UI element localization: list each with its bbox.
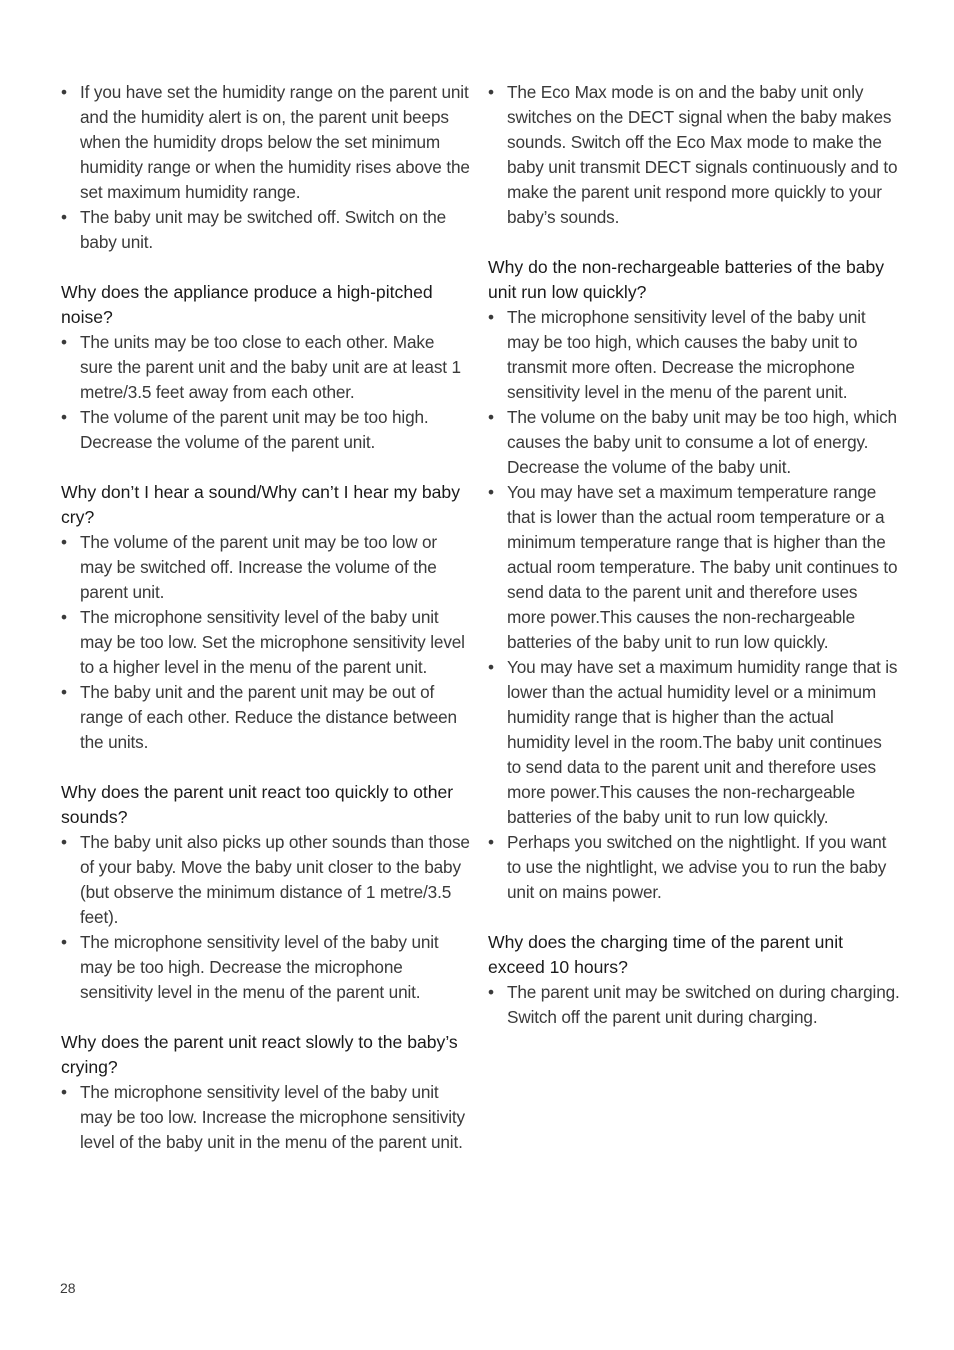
faq-question: Why does the appliance produce a high-pitched noise?: [61, 282, 433, 327]
faq-answer-item: [61, 1080, 471, 1155]
bullet-icon: •: [61, 832, 67, 852]
faq-answer-text: The volume of the parent unit may be too high. Decrease the volume of the parent unit.: [80, 407, 429, 452]
faq-answer-text: The microphone sensitivity level of the baby unit may be too high. Decrease the microphone sensitivity level in the menu of the parent unit.: [80, 932, 439, 1002]
faq-section: [488, 80, 900, 230]
bullet-icon: •: [61, 332, 67, 352]
faq-answer-item: [488, 305, 900, 405]
bullet-icon: •: [61, 682, 67, 702]
faq-answer-item: [488, 80, 900, 230]
bullet-icon: •: [488, 982, 494, 1002]
faq-answer-item: [61, 330, 471, 405]
faq-answer-text: The volume on the baby unit may be too high, which causes the baby unit to consume a lot of energy. Decrease the volume of the baby unit.: [507, 407, 897, 477]
faq-answer-text: The microphone sensitivity level of the baby unit may be too high, which causes the baby unit to transmit more often. Decrease the microphone sensitivity level in the menu of the parent unit.: [507, 307, 866, 402]
faq-answer-item: [61, 830, 471, 930]
bullet-icon: •: [61, 207, 67, 227]
faq-answer-item: [61, 680, 471, 755]
faq-answer-list: [488, 305, 900, 905]
faq-answer-item: [61, 80, 471, 205]
bullet-icon: •: [61, 532, 67, 552]
faq-answer-item: [61, 605, 471, 680]
bullet-icon: •: [488, 482, 494, 502]
faq-answer-text: The parent unit may be switched on during charging. Switch off the parent unit during charging.: [507, 982, 900, 1027]
faq-answer-list: [61, 80, 471, 255]
bullet-icon: •: [61, 607, 67, 627]
faq-question: Why does the charging time of the parent unit exceed 10 hours?: [488, 932, 844, 977]
faq-answer-text: The Eco Max mode is on and the baby unit only switches on the DECT signal when the baby makes sounds. Switch off the Eco Max mode to make the baby unit transmit DECT signals continuously and to make the parent unit respond more quickly to your baby’s sounds.: [507, 82, 898, 227]
faq-question: Why does the parent unit react slowly to the baby’s crying?: [61, 1032, 458, 1077]
faq-answer-text: You may have set a maximum temperature range that is lower than the actual room temperature or a minimum temperature range that is higher than the actual room temperature. The baby unit continues to send data to the parent unit and therefore uses more power.This causes the non-rechargeable batteries of the baby unit to run low quickly.: [507, 482, 898, 652]
faq-answer-text: The volume of the parent unit may be too low or may be switched off. Increase the volume of the parent unit.: [80, 532, 437, 602]
faq-answer-item: [488, 480, 900, 655]
faq-answer-list: [488, 80, 900, 230]
faq-answer-text: Perhaps you switched on the nightlight. If you want to use the nightlight, we advise you to run the baby unit on mains power.: [507, 832, 887, 902]
faq-answer-text: The microphone sensitivity level of the baby unit may be too low. Increase the microphone sensitivity level of the baby unit in the menu of the parent unit.: [80, 1082, 465, 1152]
faq-answer-text: The baby unit and the parent unit may be out of range of each other. Reduce the distance between the units.: [80, 682, 457, 752]
faq-section: [61, 280, 471, 455]
left-column: [61, 80, 471, 1155]
faq-answer-item: [61, 405, 471, 455]
faq-question: Why does the parent unit react too quickly to other sounds?: [61, 782, 454, 827]
faq-answer-item: [488, 405, 900, 480]
bullet-icon: •: [488, 407, 494, 427]
faq-section: [488, 255, 900, 905]
faq-answer-item: [488, 655, 900, 830]
bullet-icon: •: [61, 1082, 67, 1102]
faq-answer-item: [488, 980, 900, 1030]
faq-answer-list: [488, 980, 900, 1030]
faq-answer-list: [61, 830, 471, 1005]
right-column: [488, 80, 900, 1030]
faq-answer-text: The units may be too close to each other. Make sure the parent unit and the baby unit are at least 1 metre/3.5 feet away from each other.: [80, 332, 461, 402]
faq-question: Why do the non-rechargeable batteries of the baby unit run low quickly?: [488, 257, 885, 302]
bullet-icon: •: [488, 82, 494, 102]
faq-answer-list: [61, 330, 471, 455]
faq-answer-text: The baby unit also picks up other sounds than those of your baby. Move the baby unit closer to the baby (but observe the minimum distance of 1 metre/3.5 feet).: [80, 832, 470, 927]
bullet-icon: •: [61, 932, 67, 952]
bullet-icon: •: [488, 832, 494, 852]
faq-section: [488, 930, 900, 1030]
faq-answer-list: [61, 1080, 471, 1155]
bullet-icon: •: [61, 82, 67, 102]
faq-answer-item: [61, 930, 471, 1005]
faq-section: [61, 780, 471, 1005]
page-number: 28: [60, 1280, 76, 1296]
faq-answer-text: The microphone sensitivity level of the baby unit may be too low. Set the microphone sensitivity level to a higher level in the menu of the parent unit.: [80, 607, 465, 677]
bullet-icon: •: [488, 657, 494, 677]
faq-answer-item: [61, 205, 471, 255]
bullet-icon: •: [61, 407, 67, 427]
faq-answer-list: [61, 530, 471, 755]
faq-section: [61, 80, 471, 255]
faq-answer-text: If you have set the humidity range on the parent unit and the humidity alert is on, the parent unit beeps when the humidity drops below the set minimum humidity range or when the humidity rises above the set maximum humidity range.: [80, 82, 470, 202]
faq-answer-item: [61, 530, 471, 605]
faq-answer-text: The baby unit may be switched off. Switch on the baby unit.: [80, 207, 447, 252]
bullet-icon: •: [488, 307, 494, 327]
faq-section: [61, 1030, 471, 1155]
faq-question: Why don’t I hear a sound/Why can’t I hear my baby cry?: [61, 482, 460, 527]
faq-answer-text: You may have set a maximum humidity range that is lower than the actual humidity level or a minimum humidity range that is higher than the actual humidity level in the room.The baby unit continues to send data to the parent unit and therefore uses more power.This causes the non-rechargeable batteries of the baby unit to run low quickly.: [507, 657, 898, 827]
faq-answer-item: [488, 830, 900, 905]
faq-section: [61, 480, 471, 755]
